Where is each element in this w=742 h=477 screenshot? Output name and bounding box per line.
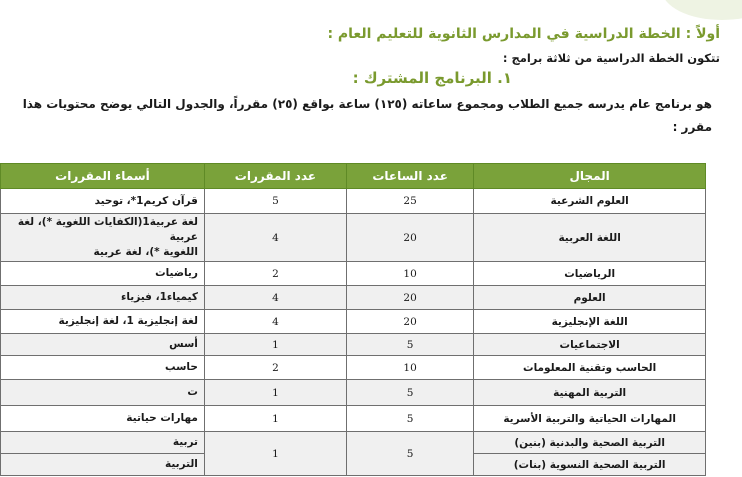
hours-cell: 5: [346, 432, 473, 476]
courses-line: لغة عربية1(الكفايات اللغوية *)، لغة عربية: [17, 216, 198, 243]
table-row: [1, 432, 706, 454]
courses-cell: التربية: [1, 454, 205, 476]
count-cell: 4: [204, 310, 346, 334]
courses-line: اللغوية *)، لغة عربية: [93, 246, 198, 258]
table-row: [1, 380, 706, 406]
table-row: [1, 334, 706, 356]
count-cell: 2: [204, 356, 346, 380]
count-cell: 1: [204, 334, 346, 356]
courses-cell: ت: [1, 380, 205, 406]
courses-cell: كيمياء1، فيزياء: [1, 286, 205, 310]
count-cell: 4: [204, 286, 346, 310]
courses-cell: مهارات حياتية: [1, 406, 205, 432]
program-subheading: ١. البرنامج المشترك :: [352, 69, 512, 87]
domain-cell: الحاسب وتقنية المعلومات: [474, 356, 706, 380]
hours-cell: 20: [346, 310, 473, 334]
domain-cell: الرياضيات: [474, 262, 706, 286]
section-title: أولاً : الخطة الدراسية في المدارس الثانوية للتعليم العام :: [327, 26, 720, 42]
courses-cell: [1, 214, 205, 262]
courses-cell: أسس: [1, 334, 205, 356]
table-row: [1, 356, 706, 380]
hours-cell: 10: [346, 356, 473, 380]
hours-cell: 5: [346, 380, 473, 406]
domain-cell: العلوم الشرعية: [474, 189, 706, 214]
courses-cell: قرآن كريم1*، توحيد: [1, 189, 205, 214]
paragraph-line-2: مقرر :: [672, 120, 712, 134]
domain-cell: المهارات الحياتية والتربية الأسرية: [474, 406, 706, 432]
courses-cell: حاسب: [1, 356, 205, 380]
table-row: [1, 262, 706, 286]
table-row: [1, 310, 706, 334]
count-cell: 1: [204, 380, 346, 406]
table-header-row: [1, 164, 706, 189]
header-hours: عدد الساعات: [346, 164, 473, 189]
domain-cell: الاجتماعيات: [474, 334, 706, 356]
common-program-table: [0, 163, 706, 476]
courses-cell: لغة إنجليزية 1، لغة إنجليزية: [1, 310, 205, 334]
table-row: [1, 286, 706, 310]
count-cell: 2: [204, 262, 346, 286]
hours-cell: 5: [346, 406, 473, 432]
header-domain: المجال: [474, 164, 706, 189]
hours-cell: 20: [346, 214, 473, 262]
domain-cell: التربية الصحية النسوية (بنات): [474, 454, 706, 476]
count-cell: 4: [204, 214, 346, 262]
hours-cell: 10: [346, 262, 473, 286]
count-cell: 1: [204, 432, 346, 476]
table-row: [1, 189, 706, 214]
domain-cell: العلوم: [474, 286, 706, 310]
count-cell: 5: [204, 189, 346, 214]
courses-cell: تربية: [1, 432, 205, 454]
table-row: [1, 406, 706, 432]
header-courses: أسماء المقررات: [1, 164, 205, 189]
hours-cell: 5: [346, 334, 473, 356]
corner-decoration: [662, 0, 742, 20]
domain-cell: اللغة الإنجليزية: [474, 310, 706, 334]
paragraph-line-1: هو برنامج عام يدرسه جميع الطلاب ومجموع ساعاته (١٢٥) ساعة بواقع (٢٥) مقرراً، والجدول التالي يوضح محتويات هذا: [22, 97, 712, 111]
table-row: [1, 214, 706, 262]
header-count: عدد المقررات: [204, 164, 346, 189]
domain-cell: التربية الصحية والبدنية (بنين): [474, 432, 706, 454]
count-cell: 1: [204, 406, 346, 432]
hours-cell: 25: [346, 189, 473, 214]
domain-cell: التربية المهنية: [474, 380, 706, 406]
domain-cell: اللغة العربية: [474, 214, 706, 262]
courses-cell: رياضيات: [1, 262, 205, 286]
intro-text: تتكون الخطة الدراسية من ثلاثة برامج :: [502, 51, 720, 65]
hours-cell: 20: [346, 286, 473, 310]
